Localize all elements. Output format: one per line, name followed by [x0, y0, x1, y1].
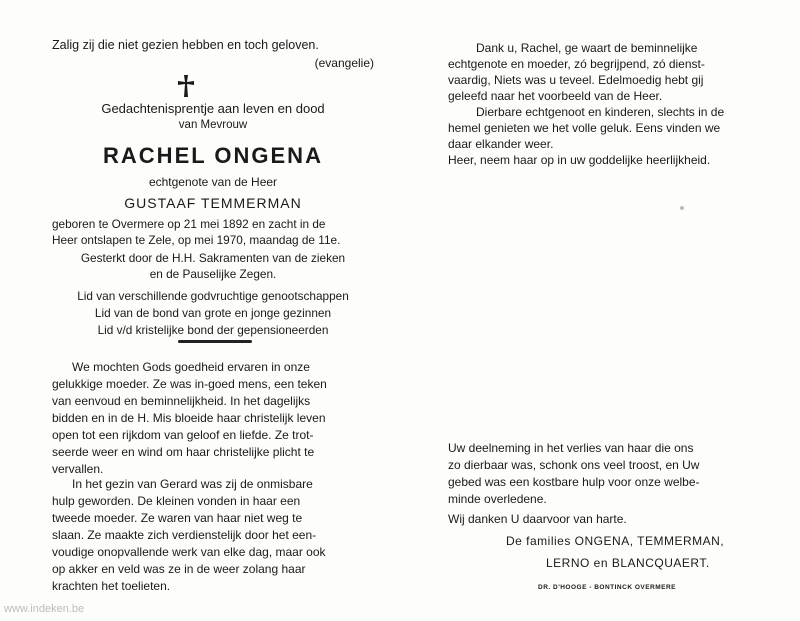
- printer-imprint: DR. D'HOOGE - BONTINCK OVERMERE: [538, 584, 677, 591]
- text-line: We mochten Gods goedheid ervaren in onze: [72, 360, 310, 374]
- text-line: daar elkander weer.: [448, 137, 554, 151]
- text-line: slaan. Ze maakte zich verdienstelijk door het een-: [52, 528, 317, 542]
- text-line: hemel genieten we het volle geluk. Eens vinden we: [448, 121, 721, 135]
- card-heading: Gedachtenisprentje aan leven en dood: [101, 101, 325, 116]
- deceased-name: RACHEL ONGENA: [103, 143, 323, 168]
- text-line: Heer ontslapen te Zele, op mei 1970, maandag de 11e.: [52, 233, 341, 247]
- text-line: vervallen.: [52, 462, 104, 476]
- scan-speck: [680, 206, 684, 210]
- families-line-2: LERNO en BLANCQUAERT.: [546, 556, 710, 570]
- families-line-1: De families ONGENA, TEMMERMAN,: [506, 534, 725, 548]
- spouse-intro: echtgenote van de Heer: [148, 175, 278, 189]
- text-line: Dierbare echtgenoot en kinderen, slechts in de: [476, 105, 725, 119]
- text-line: vaardig, Niets was u teveel. Edelmoedig hebt gij: [448, 73, 704, 87]
- text-line: voudige onopvallende werk van elke dag, maar ook: [52, 545, 326, 559]
- text-line: op akker en veld was ze in de weer zolang haar: [52, 562, 306, 576]
- text-line: bidden en in de H. Mis bloeide haar christelijk leven: [52, 411, 326, 425]
- text-line: Gesterkt door de H.H. Sakramenten van de zieken: [80, 251, 346, 265]
- text-line: seerde weer en wind om haar christelijke plicht te: [52, 445, 315, 459]
- paragraph-thanks-rachel: [448, 40, 778, 104]
- van-mevrouw: van Mevrouw: [178, 119, 248, 131]
- paragraph-condolences: [448, 440, 778, 508]
- memberships-text: [52, 288, 374, 339]
- text-line: open tot een rijkdom van geloof en liefde. Ze trot-: [52, 428, 314, 442]
- thanks-line: Wij danken U daarvoor van harte.: [448, 512, 627, 526]
- paragraph-family: [448, 104, 778, 168]
- text-line: minde overledene.: [448, 492, 547, 506]
- text-line: In het gezin van Gerard was zij de onmisbare: [72, 477, 313, 491]
- text-line: Dank u, Rachel, ge waart de beminnelijke: [476, 41, 698, 55]
- paragraph-1: [52, 359, 374, 478]
- text-line: en de Pauselijke Zegen.: [149, 267, 277, 281]
- text-line: geleefd naar het voorbeeld van de Heer.: [448, 89, 663, 103]
- sacraments-text: [52, 250, 374, 282]
- text-line: Lid van verschillende godvruchtige genootschappen: [77, 289, 349, 303]
- text-line: krachten het toelieten.: [52, 579, 171, 593]
- text-line: gebed was een kostbare hulp voor onze welbe-: [448, 475, 700, 489]
- bible-quote: Zalig zij die niet gezien hebben en toch geloven.: [52, 38, 319, 52]
- birth-death-text: [52, 216, 374, 248]
- text-line: Heer, neem haar op in uw goddelijke heerlijkheid.: [448, 153, 711, 167]
- text-line: hulp geworden. De kleinen vonden in haar een: [52, 494, 301, 508]
- text-line: gelukkige moeder. Ze was in-goed mens, een teken: [52, 377, 327, 391]
- watermark: www.indeken.be: [4, 603, 85, 615]
- text-line: geboren te Overmere op 21 mei 1892 en zacht in de: [52, 217, 326, 231]
- text-line: zo dierbaar was, schonk ons veel troost, en Uw: [448, 458, 700, 472]
- text-line: van eenvoud en beminnelijkheid. In het dagelijks: [52, 394, 311, 408]
- spouse-name: GUSTAAF TEMMERMAN: [124, 195, 302, 211]
- paragraph-2: [52, 476, 374, 595]
- divider: [178, 340, 252, 343]
- text-line: Uw deelneming in het verlies van haar die ons: [448, 441, 694, 455]
- text-line: tweede moeder. Ze waren van haar niet weg te: [52, 511, 303, 525]
- cross-icon: [176, 74, 196, 98]
- text-line: Lid v/d kristelijke bond der gepensioneerden: [97, 323, 329, 337]
- text-line: echtgenote en moeder, zó begrijpend, zó dienst-: [448, 57, 705, 71]
- quote-source: (evangelie): [314, 56, 374, 70]
- text-line: Lid van de bond van grote en jonge gezinnen: [94, 306, 332, 320]
